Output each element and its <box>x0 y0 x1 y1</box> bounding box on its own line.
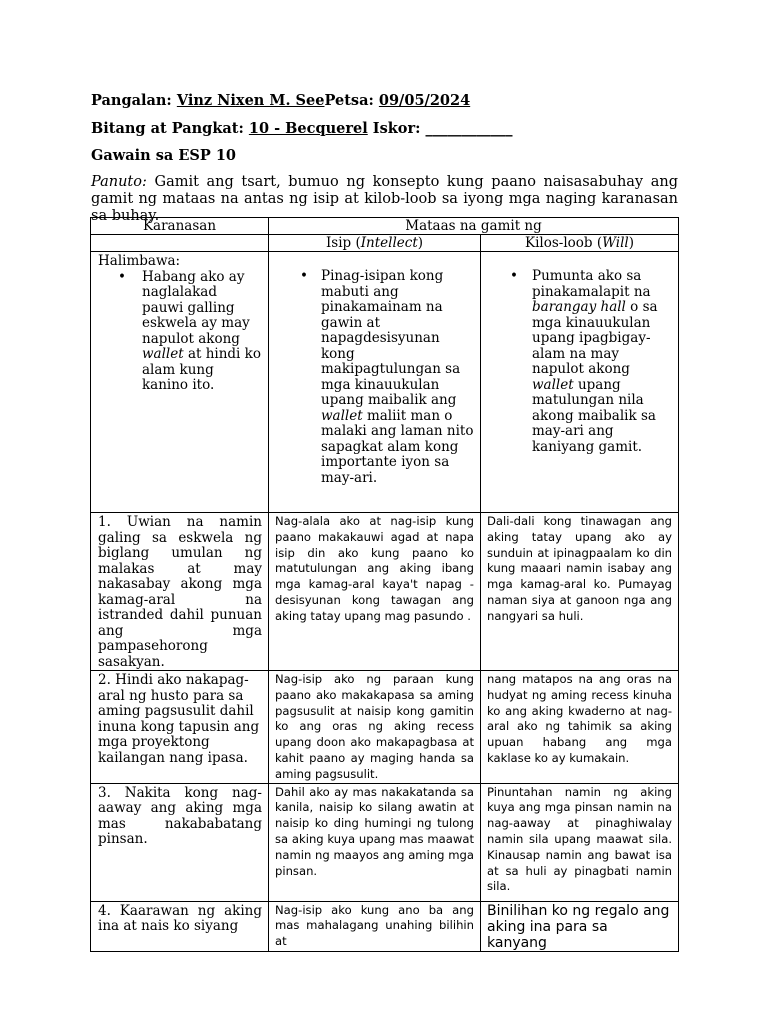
will-cell: nang matapos na ang oras na hudyat ng aming recess kinuha ko ang aking kwaderno at nag-aral ako ng tahimik sa aking upuan habang ang mga kaklase ko ay kumakain. <box>481 671 679 784</box>
experience-cell: 4. Kaarawan ng aking ina at nais ko siyang <box>91 901 269 951</box>
intellect-cell: Nag-isip ako kung ano ba ang mas mahalagang unahing bilihin at <box>269 901 481 951</box>
intellect-cell: Nag-alala ako at nag-isip kung paano makakauwi agad at napa isip din ako kung paano ko matutulungan ang aking ibang mga kamag-aral kaya't napag - desisyunan kong tawagan ang aking tatay upang mag pasundo . <box>269 513 481 671</box>
score-value: ____________ <box>425 120 513 137</box>
experience-cell: 1. Uwian na namin galing sa eskwela ng biglang umulan ng malakas at may nakasabay akong mga kamag-aral na istranded dahil punuan ang mga pampasehorong sasakyan. <box>91 513 269 671</box>
experience-cell: 3. Nakita kong nag-aaway ang aking mga mas nakababatang pinsan. <box>91 783 269 901</box>
bullet-icon: • <box>300 268 308 284</box>
example-label: Halimbawa: <box>98 253 181 269</box>
instructions-text: Gamit ang tsart, bumuo ng konsepto kung paano naisasabuhay ang gamit ng mataas na antas ng isip at kilob-loob sa iyong mga naging karanasan sa buhay. <box>91 174 678 224</box>
header-faculties: Mataas na gamit ng <box>269 218 679 235</box>
grade-label: Bitang at Pangkat: <box>91 120 249 137</box>
intellect-cell: Dahil ako ay mas nakakatanda sa kanila, naisip ko silang awatin at naisip ko ding humingi ng tulong sa aking kuya upang mas maawat namin ng maayos ang aming mga pinsan. <box>269 783 481 901</box>
table-row <box>91 783 679 901</box>
example-row <box>91 252 679 513</box>
example-will-cell <box>481 252 679 513</box>
date-label: Petsa: <box>324 92 379 109</box>
date-value: 09/05/2024 <box>378 92 471 109</box>
table-row <box>91 513 679 671</box>
table-header-row <box>91 218 679 235</box>
header-will: Kilos-loob (Will) <box>481 235 679 252</box>
experience-table <box>90 217 679 952</box>
score-label: Iskor: <box>367 120 426 137</box>
name-date-line <box>91 92 470 109</box>
name-label: Pangalan: <box>91 92 177 109</box>
table-subheader-row <box>91 235 679 252</box>
will-cell: Dali-dali kong tinawagan ang aking tatay upang ako ay sunduin at ipinagpaalam ko din kung maaari namin isabay ang mga kamag-aral ko. Pumayag naman siya at ganoon nga ang nangyari sa huli. <box>481 513 679 671</box>
activity-title: Gawain sa ESP 10 <box>91 147 237 164</box>
grade-value: 10 - Becquerel <box>248 120 368 137</box>
name-value: Vinz Nixen M. See <box>176 92 325 109</box>
list-item: • Habang ako ay naglalakad pauwi galling eskwela ay may napulot akong wallet at hindi ko alam kung kanino ito. <box>118 268 261 393</box>
list-item: • Pumunta ako sa pinakamalapit na barangay hall o sa mga kinauukulan upang ipagbigay-alam na may napulot akong wallet upang matulungan nila akong maibalik sa may-ari ang kaniyang gamit. <box>510 268 658 455</box>
grade-score-line <box>91 120 513 137</box>
will-cell: Pinuntahan namin ng aking kuya ang mga pinsan namin na nag-aaway at pinaghiwalay namin sila upang maawat sila. Kinausap namin ang bawat isa at sa huli ay pinagbati namin sila. <box>481 783 679 901</box>
bullet-icon: • <box>118 268 126 285</box>
header-intellect: Isip (Intellect) <box>269 235 481 252</box>
instructions-label: Panuto: <box>91 174 147 190</box>
table-row <box>91 901 679 951</box>
experience-cell: 2. Hindi ako nakapag-aral ng husto para sa aming pagsusulit dahil inuna kong tapusin ang mga proyektong kailangan nang ipasa. <box>91 671 269 784</box>
list-item: • Pinag-isipan kong mabuti ang pinakamainam na gawin at napagdesisyunan kong makipagtulungan sa mga kinauukulan upang maibalik ang wallet maliit man o malaki ang laman nito sapagkat alam kong importante iyon sa may-ari. <box>300 268 474 486</box>
table-row <box>91 671 679 784</box>
intellect-cell: Nag-isip ako ng paraan kung paano ako makakapasa sa aming pagsusulit at naisip kong gamitin ko ang oras ng aking recess upang doon ako makapagbasa at kahit paano ay maging handa sa aming pagsusulit. <box>269 671 481 784</box>
header-experience: Karanasan <box>91 218 269 235</box>
will-cell: Binilihan ko ng regalo ang aking ina para sa kanyang <box>481 901 679 951</box>
bullet-icon: • <box>510 268 518 284</box>
header-empty-cell <box>91 235 269 252</box>
example-experience-cell <box>91 252 269 513</box>
example-intellect-cell <box>269 252 481 513</box>
